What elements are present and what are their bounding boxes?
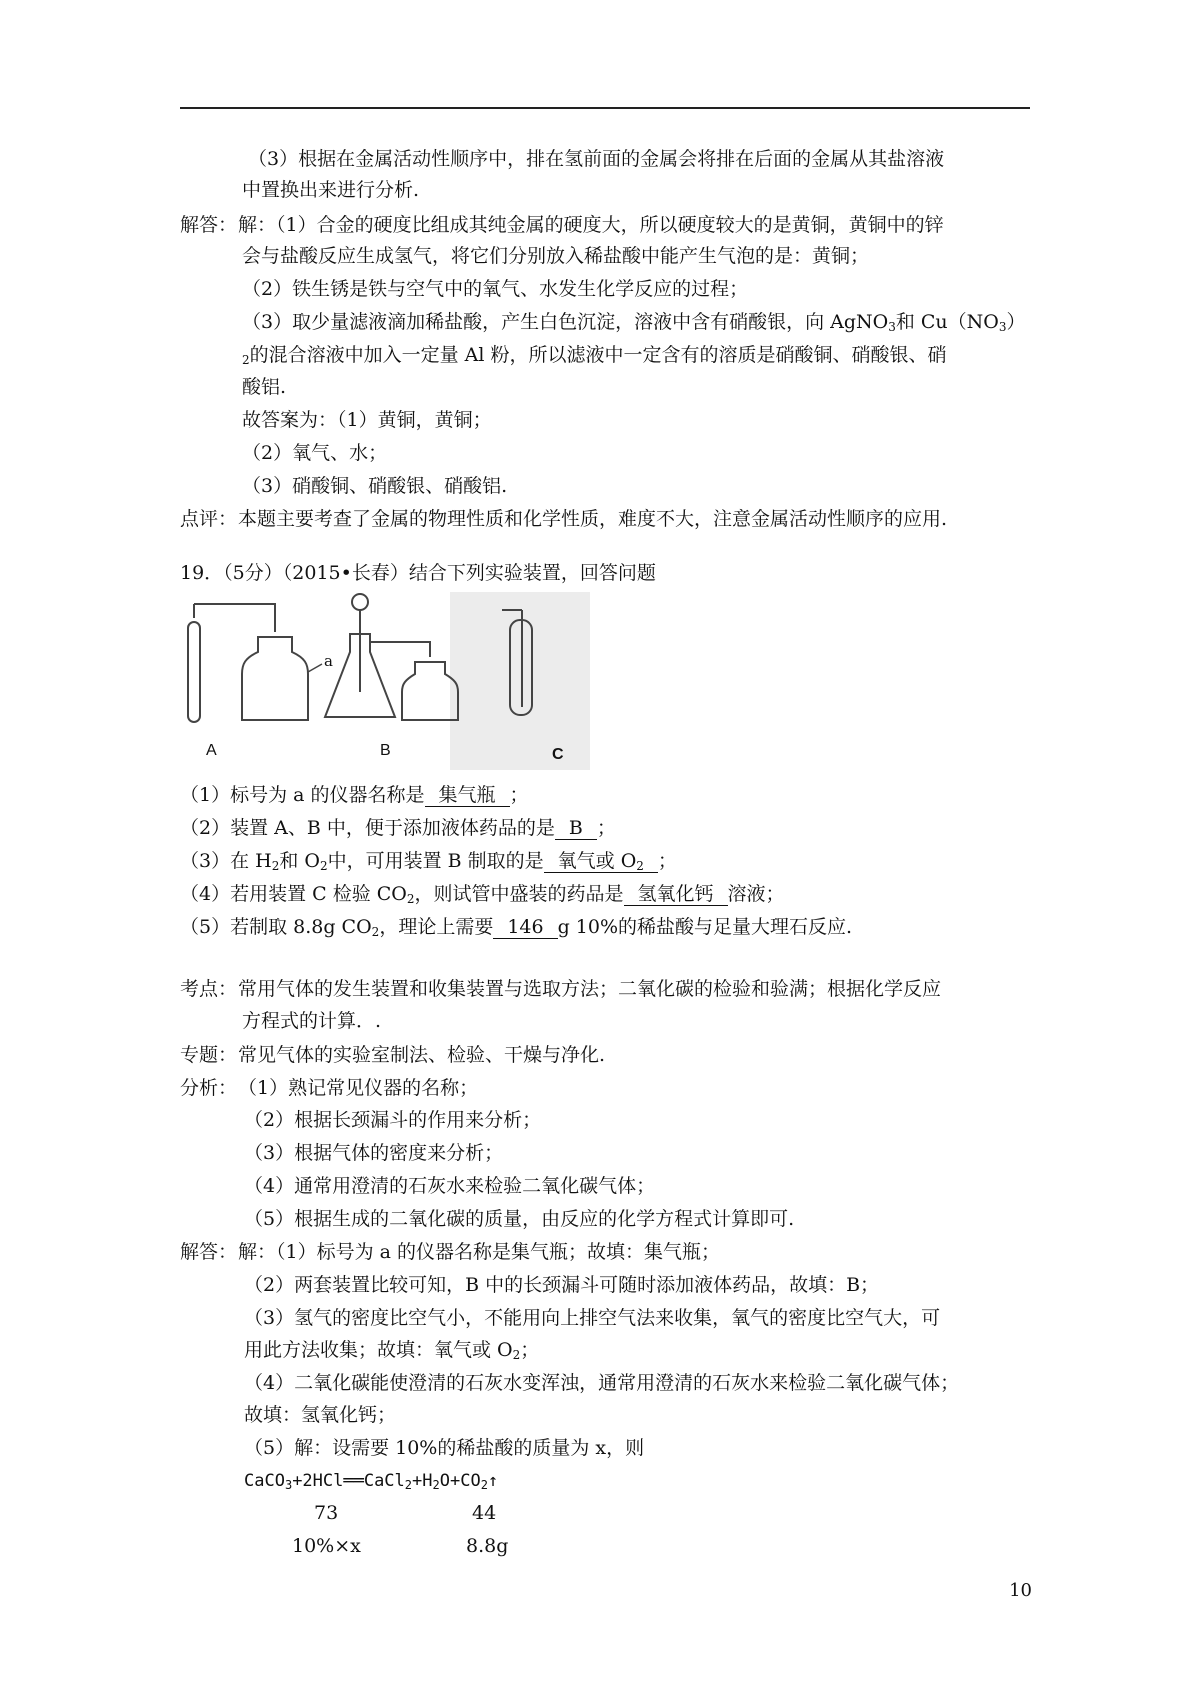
analysis-item-3: （3）根据气体的密度来分析； [244, 1142, 504, 1164]
exam-point-label: 考点： [180, 978, 238, 1000]
answer-blank-5: 146 [493, 916, 557, 939]
analysis-item-1: （1）熟记常见仪器的名称； [238, 1077, 479, 1099]
answer-3-line-2: $_2$的混合溶液中加入一定量 Al 粉，所以滤液中一定含有的溶质是硝酸铜、硝酸银、硝 [242, 344, 947, 367]
topic-text: 常见气体的实验室制法、检验、干燥与净化. [238, 1044, 606, 1066]
label-C: C [552, 746, 564, 763]
page-number: 10 [1009, 1580, 1032, 1601]
topic-label: 专题： [180, 1044, 238, 1066]
answer-3-line-3: 酸铝. [242, 376, 287, 398]
answer-blank-3: 氧气或 $O_2$ [544, 850, 658, 873]
question-19-part-4: （4）若用装置 C 检验 $CO_2$，则试管中盛装的药品是 氢氧化钙 溶液； [180, 883, 785, 906]
lab-apparatus-figure [180, 592, 590, 770]
answer-1-line-1: 解：（1）合金的硬度比组成其纯金属的硬度大，所以硬度较大的是黄铜，黄铜中的锌 [238, 214, 944, 236]
label-a-pointer [308, 664, 322, 672]
funnel-top-b [352, 594, 368, 610]
final-answer-1: 故答案为：（1）黄铜，黄铜； [242, 409, 492, 431]
apparatus-b [325, 594, 458, 720]
question-19-title: 19．（5分）（2015•长春）结合下列实验装置，回答问题 [180, 562, 656, 584]
label-a-small: a [324, 652, 333, 670]
label-B: B [380, 742, 391, 759]
panel-c-background [450, 592, 590, 770]
solution-5: （5）解：设需要 10%的稀盐酸的质量为 x，则 [244, 1437, 645, 1459]
question-19-part-1: （1）标号为 a 的仪器名称是 集气瓶 ； [180, 784, 529, 806]
answer-blank-2: B [555, 817, 597, 840]
answer-blank-1: 集气瓶 [425, 784, 510, 807]
mass-co2: 8.8g [466, 1535, 509, 1557]
solution-2: （2）两套装置比较可知，B 中的长颈漏斗可随时添加液体药品，故填：B； [244, 1274, 880, 1296]
gas-bottle-a [242, 637, 308, 720]
answer-blank-4: 氢氧化钙 [624, 883, 728, 906]
molar-mass-hcl: 73 [314, 1502, 339, 1524]
answer-1-line-2: 会与盐酸反应生成氢气，将它们分别放入稀盐酸中能产生气泡的是：黄铜； [242, 245, 870, 267]
answer-label: 解答： [180, 214, 238, 236]
solution-4-line-2: 故填：氢氧化钙； [244, 1404, 397, 1426]
gas-bottle-b [402, 662, 458, 720]
solution-4-line-1: （4）二氧化碳能使澄清的石灰水变浑浊，通常用澄清的石灰水来检验二氧化碳气体； [244, 1372, 960, 1394]
analysis-item-2: （2）根据长颈漏斗的作用来分析； [244, 1109, 542, 1131]
analysis-3-line-1: （3）根据在金属活动性顺序中，排在氢前面的金属会将排在后面的金属从其盐溶液 [248, 148, 945, 170]
final-answer-2: （2）氧气、水； [242, 442, 388, 464]
solution-3-line-2: 用此方法收集；故填：氧气或 $O_2$； [244, 1339, 540, 1362]
question-19-part-3: （3）在 $H_2$和 $O_2$中，可用装置 B 制取的是 氧气或 $O_2$ ； [180, 850, 677, 873]
final-answer-3: （3）硝酸铜、硝酸银、硝酸铝. [242, 475, 508, 497]
exam-point-line-2: 方程式的计算．. [242, 1010, 382, 1032]
mass-hcl: 10%×x [292, 1535, 361, 1557]
comment-text: 本题主要考查了金属的物理性质和化学性质，难度不大，注意金属活动性顺序的应用. [238, 508, 948, 530]
delivery-tube-a [194, 604, 275, 632]
apparatus-a [188, 604, 322, 722]
question-19-part-5: （5）若制取 8.8g $CO_2$，理论上需要 146 g 10%的稀盐酸与足量大理石反应. [180, 916, 853, 939]
answer-2: （2）铁生锈是铁与空气中的氧气、水发生化学反应的过程； [242, 278, 749, 300]
solution-3-line-1: （3）氢气的密度比空气小，不能用向上排空气法来收集，氧气的密度比空气大，可 [244, 1307, 941, 1329]
answer-3-line-1: （3）取少量滤液滴加稀盐酸，产生白色沉淀，溶液中含有硝酸银，向 AgNO$_3$和 $Cu(NO_3)$ [242, 311, 1026, 334]
analysis-3-line-2: 中置换出来进行分析. [242, 179, 420, 201]
test-tube-a [188, 622, 200, 722]
analysis-item-4: （4）通常用澄清的石灰水来检验二氧化碳气体； [244, 1175, 656, 1197]
analysis-item-5: （5）根据生成的二氧化碳的质量，由反应的化学方程式计算即可. [244, 1208, 795, 1230]
exam-point-line-1: 常用气体的发生装置和收集装置与选取方法；二氧化碳的检验和验满；根据化学反应 [238, 978, 942, 1000]
molar-mass-co2: 44 [472, 1502, 497, 1524]
analysis-label: 分析： [180, 1077, 238, 1099]
chemical-equation: $CaCO_3+2HCl══CaCl_2+H_2O+CO_2↑$ [244, 1471, 499, 1492]
delivery-tube-b [370, 642, 430, 657]
solution-label: 解答： [180, 1241, 238, 1263]
question-19-part-2: （2）装置 A、B 中，便于添加液体药品的是 B ； [180, 817, 616, 839]
header-rule [180, 107, 1030, 109]
solution-1: 解：（1）标号为 a 的仪器名称是集气瓶；故填：集气瓶； [238, 1241, 720, 1263]
comment-label: 点评： [180, 508, 238, 530]
label-A: A [206, 742, 217, 759]
